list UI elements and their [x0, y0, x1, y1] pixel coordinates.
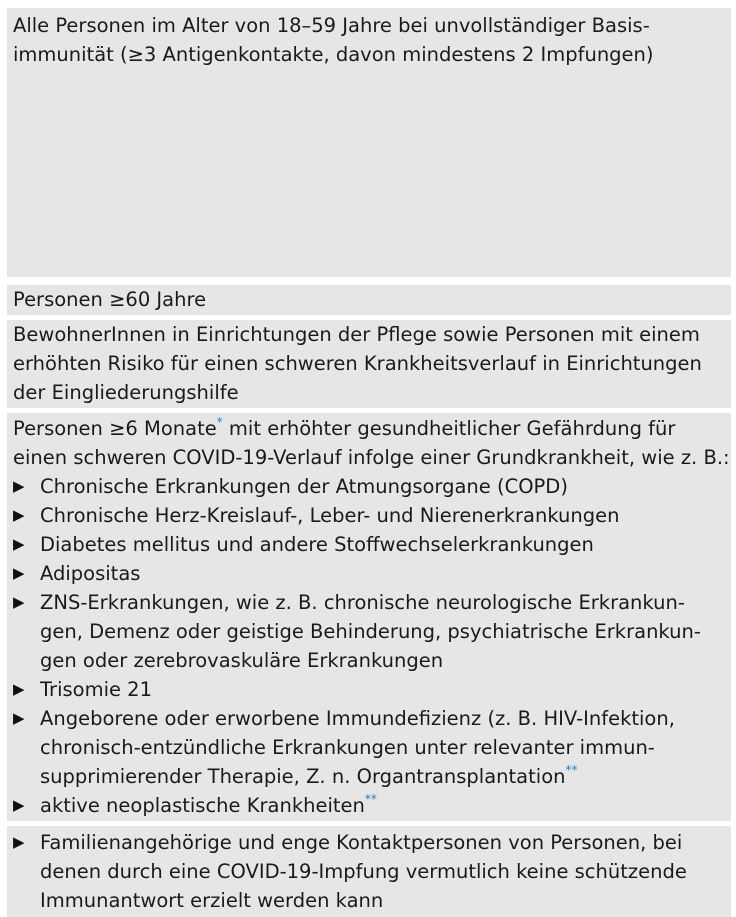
list-item-text: gen oder zerebrovaskuläre Erkrankungen	[40, 649, 444, 672]
list-item-text: Angeborene oder erworbene Immundefizienz (z. B. HIV-Infektion,	[40, 707, 675, 730]
list-item-text: ZNS-Erkrankungen, wie z. B. chronische neurologische Erkrankun-	[40, 591, 685, 614]
triangle-bullet-icon: ▶	[13, 709, 25, 727]
triangle-bullet-icon: ▶	[13, 833, 25, 851]
row-care-residents	[7, 320, 731, 408]
row-text-line: Personen ≥60 Jahre	[13, 288, 207, 311]
triangle-bullet-icon: ▶	[13, 796, 25, 814]
list-item-text: Adipositas	[40, 562, 141, 585]
condition-list	[13, 472, 725, 820]
row-text-line: Alle Personen im Alter von 18–59 Jahre bei unvollständiger Basis-	[13, 14, 650, 37]
list-item	[13, 501, 725, 530]
list-item-text: Trisomie 21	[40, 678, 152, 701]
list-item	[13, 828, 725, 915]
contact-list	[13, 828, 725, 915]
footnote-marker: *	[216, 415, 223, 429]
list-item-text: gen, Demenz oder geistige Behinderung, psychiatrische Erkrankun-	[40, 620, 701, 643]
row-text-line: BewohnerInnen in Einrichtungen der Pflege sowie Personen mit einem	[13, 323, 700, 346]
list-item	[13, 472, 725, 501]
list-item-text: Diabetes mellitus und andere Stoffwechselerkrankungen	[40, 533, 594, 556]
row-risk-conditions	[7, 413, 731, 821]
row-text-line: der Eingliederungshilfe	[13, 381, 239, 404]
list-item	[13, 530, 725, 559]
list-item-text: supprimierender Therapie, Z. n. Organtransplantation	[40, 765, 566, 788]
intro-text: mit erhöhter gesundheitlicher Gefährdung für	[222, 417, 676, 440]
triangle-bullet-icon: ▶	[13, 477, 25, 495]
row-intro-line: einen schweren COVID-19-Verlauf infolge einer Grundkrankheit, wie z. B.:	[13, 446, 730, 469]
intro-text: Personen ≥6 Monate	[13, 417, 217, 440]
list-item-text-with-marker	[40, 762, 725, 791]
footnote-marker: **	[364, 792, 377, 806]
row-age-60-plus	[7, 285, 731, 315]
list-item-text: Immunantwort erzielt werden kann	[40, 889, 384, 912]
triangle-bullet-icon: ▶	[13, 506, 25, 524]
list-item-text: Familienangehörige und enge Kontaktpersonen von Personen, bei	[40, 831, 683, 854]
list-item-text-with-marker	[40, 791, 725, 820]
list-item-text: Chronische Erkrankungen der Atmungsorgane (COPD)	[40, 475, 568, 498]
list-item-text: chronisch-entzündliche Erkrankungen unter relevanter immun-	[40, 736, 655, 759]
row-text-line: immunität (≥3 Antigenkontakte, davon mindestens 2 Impfungen)	[13, 43, 654, 66]
list-item	[13, 588, 725, 675]
row-age-18-59	[7, 8, 731, 277]
list-item	[13, 704, 725, 791]
row-close-contacts	[7, 826, 731, 917]
row-intro-line	[13, 414, 725, 443]
list-item-text: aktive neoplastische Krankheiten	[40, 794, 365, 817]
list-item-text: denen durch eine COVID-19-Impfung vermutlich keine schützende	[40, 860, 687, 883]
triangle-bullet-icon: ▶	[13, 680, 25, 698]
triangle-bullet-icon: ▶	[13, 593, 25, 611]
list-item	[13, 559, 725, 588]
list-item	[13, 791, 725, 820]
footnote-marker: **	[565, 763, 578, 777]
triangle-bullet-icon: ▶	[13, 535, 25, 553]
row-text-line: erhöhten Risiko für einen schweren Krankheitsverlauf in Einrichtungen	[13, 352, 702, 375]
list-item-text: Chronische Herz-Kreislauf-, Leber- und Nierenerkrankungen	[40, 504, 620, 527]
triangle-bullet-icon: ▶	[13, 564, 25, 582]
list-item	[13, 675, 725, 704]
